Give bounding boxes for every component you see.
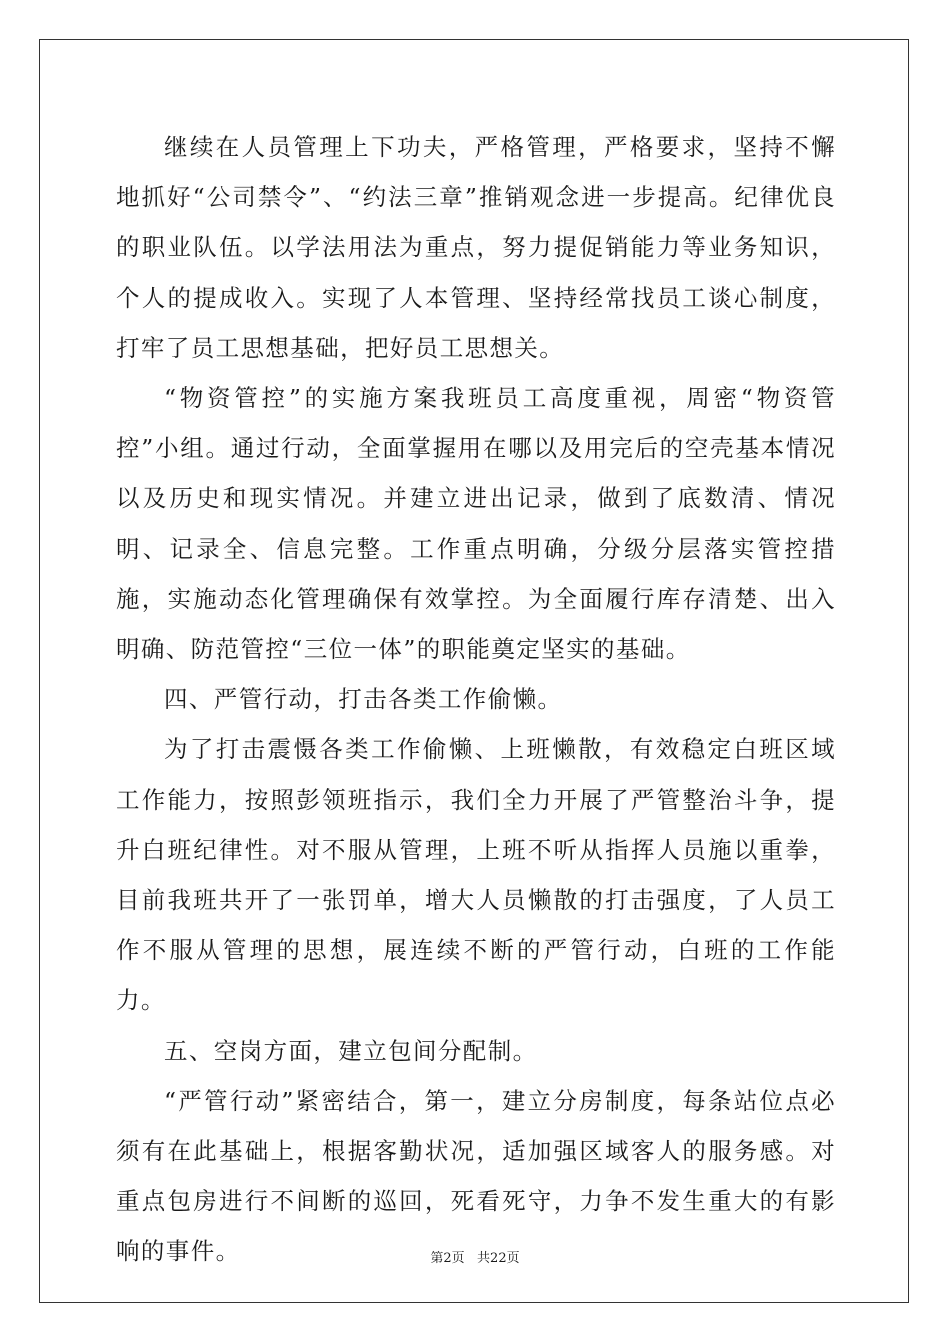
paragraph: 继续在人员管理上下功夫，严格管理，严格要求，坚持不懈地抓好“公司禁令”、“约法三章”推销观念进一步提高。纪律优良的职业队伍。以学法用法为重点，努力提促销能力等业务知识，个人的提成收入。实现了人本管理、坚持经常找员工谈心制度，打牢了员工思想基础，把好员工思想关。 (116, 133, 836, 362)
page-number-footer: 第2页 共22页 (430, 1251, 520, 1266)
section-heading: 五、空岗方面，建立包间分配制。 (164, 1036, 538, 1065)
paragraph: “严管行动”紧密结合，第一，建立分房制度，每条站位点必须有在此基础上，根据客勤状况，适加强区域客人的服务感。对重点包房进行不间断的巡回，死看死守，力争不发生重大的有影响的事件。 (116, 1086, 836, 1266)
document-body (116, 122, 836, 1277)
paragraph: 为了打击震慑各类工作偷懒、上班懒散，有效稳定白班区域工作能力，按照彭领班指示，我们全力开展了严管整治斗争，提升白班纪律性。对不服从管理，上班不听从指挥人员施以重拳，目前我班共开了一张罚单，增大人员懒散的打击强度，了人员工作不服从管理的思想，展连续不断的严管行动，白班的工作能力。 (116, 735, 836, 1015)
section-heading: 四、严管行动，打击各类工作偷懒。 (164, 685, 563, 714)
paragraph: “物资管控”的实施方案我班员工高度重视，周密“物资管控”小组。通过行动，全面掌握用在哪以及用完后的空壳基本情况以及历史和现实情况。并建立进出记录，做到了底数清、情况明、记录全、信息完整。工作重点明确，分级分层落实管控措施，实施动态化管理确保有效掌控。为全面履行库存清楚、出入明确、防范管控“三位一体”的职能奠定坚实的基础。 (116, 384, 836, 664)
